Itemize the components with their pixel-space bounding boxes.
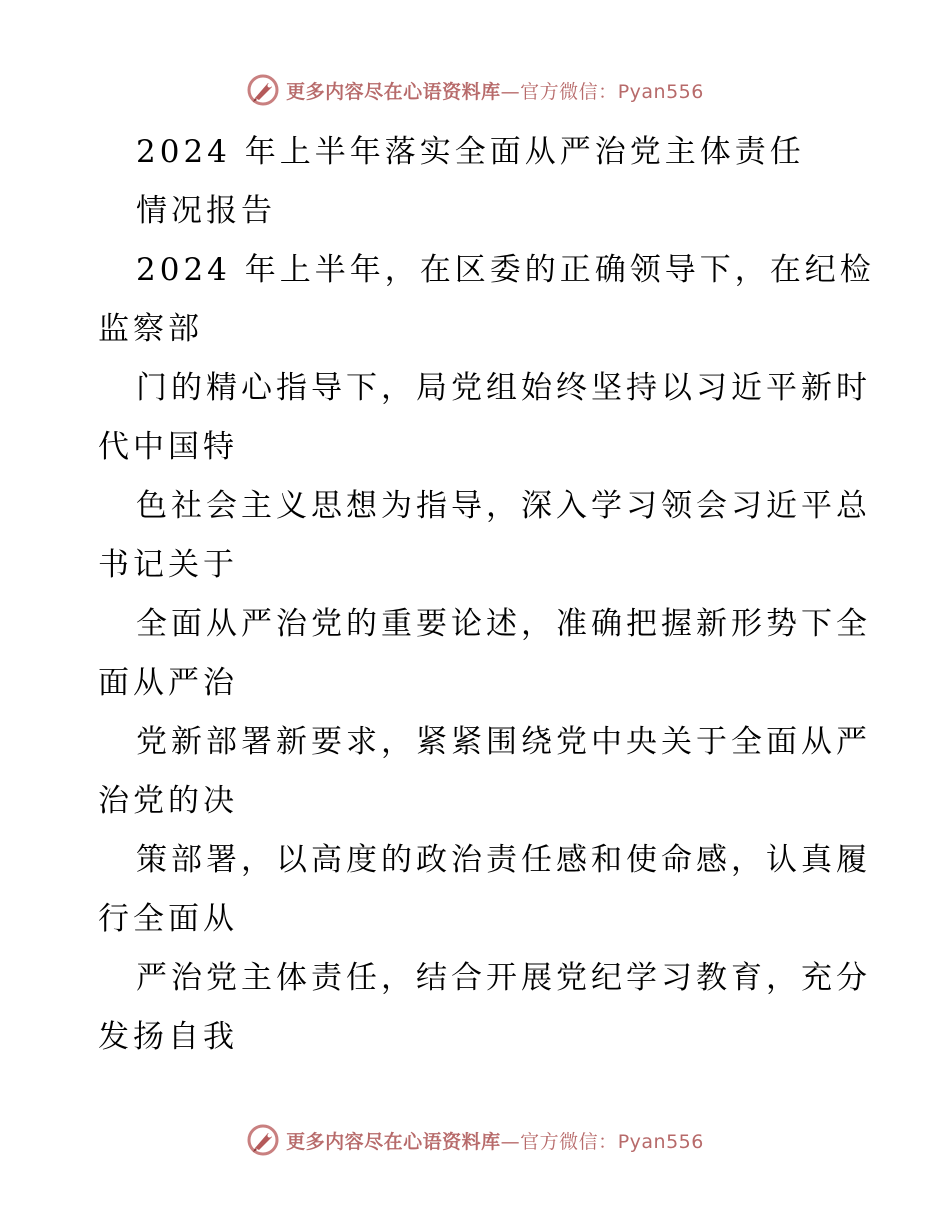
watermark-separator: — [500, 1130, 521, 1153]
doc-line: 代中国特 [98, 429, 238, 465]
watermark-brand: 更多内容尽在心语资料库 [286, 80, 501, 103]
doc-line: 发扬自我 [98, 1019, 238, 1055]
watermark-wechat-label: 官方微信： [520, 80, 618, 103]
watermark-text [286, 77, 704, 104]
pen-nib-logo-icon [246, 1123, 280, 1157]
watermark-separator: — [500, 80, 521, 103]
watermark-text [286, 1127, 704, 1154]
watermark-wechat-label: 官方微信： [520, 1130, 618, 1153]
watermark-wechat-id: Pyan556 [617, 1130, 704, 1153]
doc-line: 色社会主义思想为指导，深入学习领会习近平总 [136, 488, 871, 524]
doc-line: 监察部 [98, 311, 203, 347]
doc-title-line-2: 情况报告 [136, 193, 276, 229]
doc-line: 2024 年上半年，在区委的正确领导下，在纪检 [136, 252, 875, 288]
doc-line: 门的精心指导下，局党组始终坚持以习近平新时 [136, 370, 871, 406]
doc-title-line-1: 2024 年上半年落实全面从严治党主体责任 [136, 134, 805, 170]
doc-line: 面从严治 [98, 665, 238, 701]
doc-line: 全面从严治党的重要论述，准确把握新形势下全 [136, 606, 871, 642]
header-watermark [0, 70, 950, 110]
pen-nib-logo-icon [246, 73, 280, 107]
doc-line: 策部署，以高度的政治责任感和使命感，认真履 [136, 842, 871, 878]
doc-line: 治党的决 [98, 783, 238, 819]
document-body [0, 123, 950, 1067]
watermark-brand: 更多内容尽在心语资料库 [286, 1130, 501, 1153]
doc-line: 党新部署新要求，紧紧围绕党中央关于全面从严 [136, 724, 871, 760]
footer-watermark [0, 1120, 950, 1160]
doc-line: 书记关于 [98, 547, 238, 583]
doc-line: 行全面从 [98, 901, 238, 937]
doc-line: 严治党主体责任，结合开展党纪学习教育，充分 [136, 960, 871, 996]
watermark-wechat-id: Pyan556 [617, 80, 704, 103]
